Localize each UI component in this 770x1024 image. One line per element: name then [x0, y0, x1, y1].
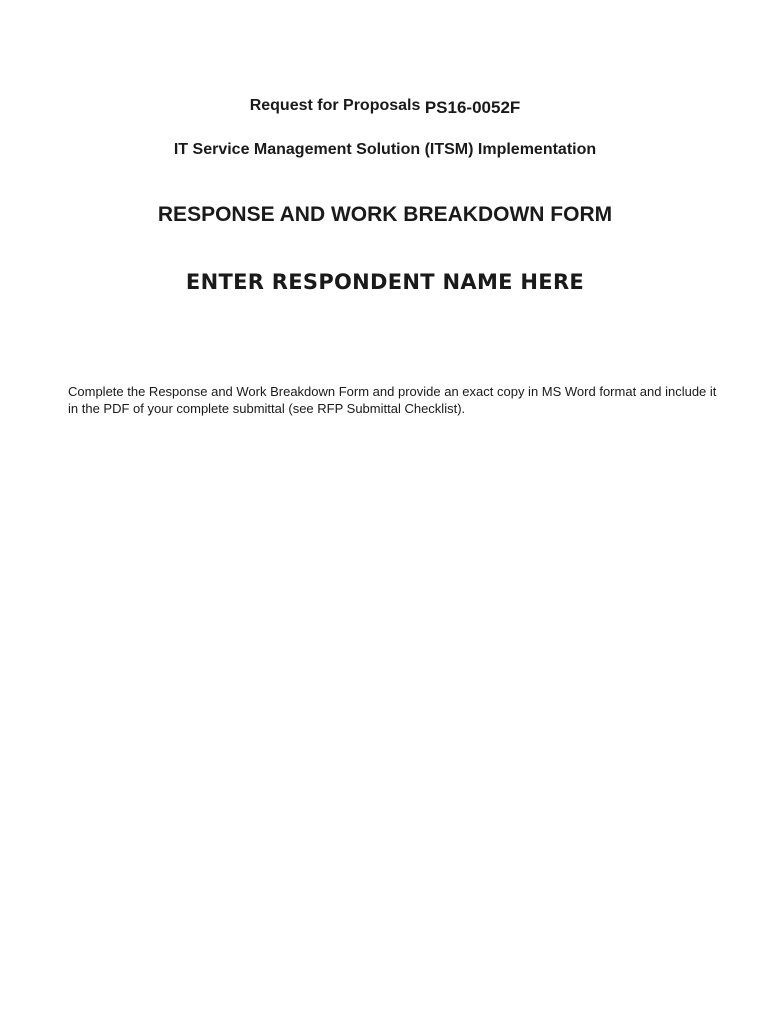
respondent-name-field[interactable]: ENTER RESPONDENT NAME HERE [185, 270, 585, 294]
rfp-label: Request for Proposals [249, 97, 421, 114]
rfp-number: PS16-0052F [424, 98, 521, 117]
rfp-heading [0, 94, 770, 117]
form-title: RESPONSE AND WORK BREAKDOWN FORM [157, 203, 613, 226]
project-subtitle: IT Service Management Solution (ITSM) Implementation [173, 141, 597, 158]
instructions-paragraph: Complete the Response and Work Breakdown Form and provide an exact copy in MS Word format and include it in the PDF of your complete submittal (see RFP Submittal Checklist). [68, 384, 717, 416]
